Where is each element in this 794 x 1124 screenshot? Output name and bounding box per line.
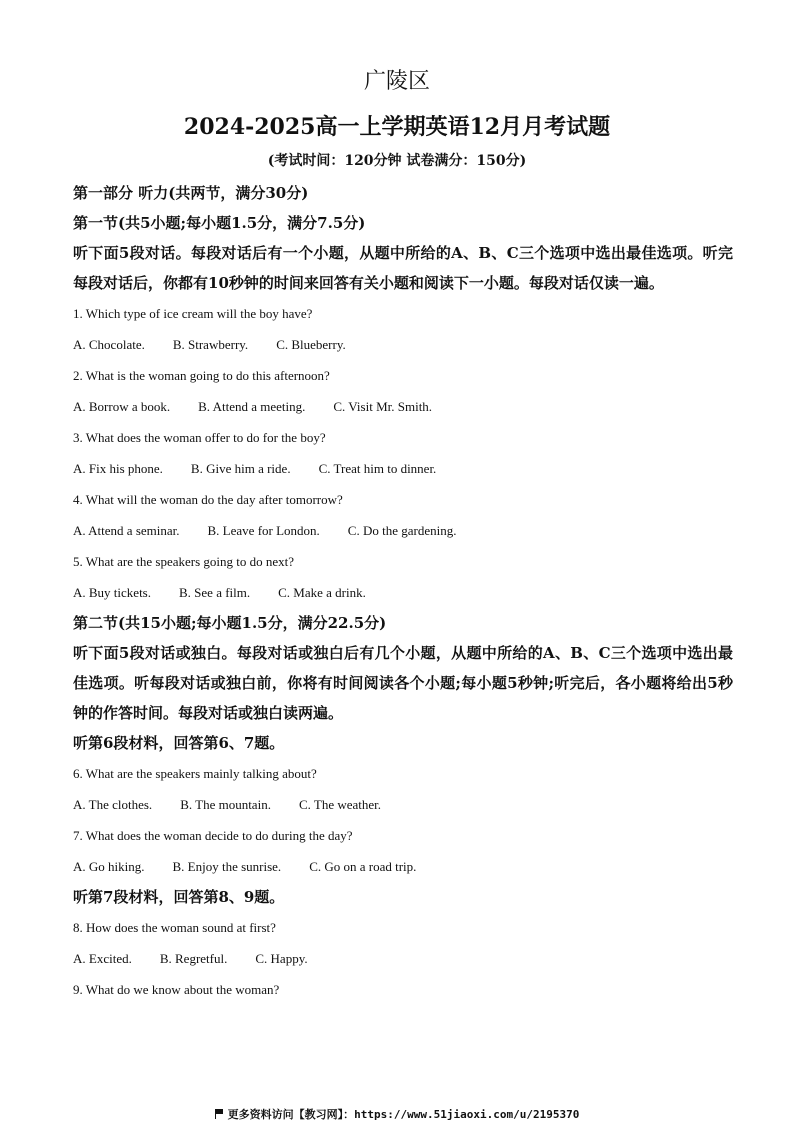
option-b: B. Enjoy the sunrise.	[172, 859, 282, 874]
part1-heading: 第一部分 听力(共两节，满分30分)	[73, 184, 309, 202]
exam-subtitle: (考试时间：120分钟 试卷满分：150分)	[267, 153, 527, 169]
option-b: B. Attend a meeting.	[198, 399, 306, 414]
question-stem: 9. What do we know about the woman?	[73, 982, 280, 997]
flag-icon	[215, 1109, 224, 1119]
option-a: A. Borrow a book.	[73, 399, 171, 414]
exam-title: 2024-2025高一上学期英语12月月考试题	[183, 114, 611, 140]
question-stem: 4. What will the woman do the day after tomorrow?	[73, 492, 343, 507]
question-stem: 7. What does the woman decide to do during the day?	[73, 828, 353, 843]
question-options	[73, 453, 733, 484]
option-a: A. Fix his phone.	[73, 461, 163, 476]
region-title: 广陵区	[363, 69, 430, 94]
option-b: B. Leave for London.	[207, 523, 320, 538]
option-c: C. Blueberry.	[276, 337, 346, 352]
material7-heading: 听第7段材料，回答第8、9题。	[73, 888, 285, 906]
option-a: A. Go hiking.	[73, 859, 145, 874]
option-b: B. See a film.	[179, 585, 251, 600]
option-c: C. Treat him to dinner.	[318, 461, 437, 476]
question-options	[73, 515, 733, 546]
option-c: C. The weather.	[298, 797, 382, 812]
question-options	[73, 943, 733, 974]
question-options	[73, 329, 733, 360]
option-b: B. The mountain.	[180, 797, 271, 812]
section1-instructions: 听下面5段对话。每段对话后有一个小题，从题中所给的A、B、C三个选项中选出最佳选项。听完每段对话后，你都有10秒钟的时间来回答有关小题和阅读下一小题。每段对话仅读一遍。	[73, 244, 733, 292]
question-stem: 5. What are the speakers going to do next?	[73, 554, 295, 569]
question-stem: 2. What is the woman going to do this afternoon?	[73, 368, 330, 383]
question-options	[73, 851, 733, 882]
option-c: C. Happy.	[255, 951, 308, 966]
option-c: C. Visit Mr. Smith.	[333, 399, 433, 414]
question-stem: 3. What does the woman offer to do for the boy?	[73, 430, 326, 445]
option-a: A. The clothes.	[73, 797, 153, 812]
option-a: A. Buy tickets.	[73, 585, 151, 600]
section2-heading: 第二节(共15小题;每小题1.5分，满分22.5分)	[73, 614, 387, 632]
section1-heading: 第一节(共5小题;每小题1.5分，满分7.5分)	[73, 214, 366, 232]
question-stem: 6. What are the speakers mainly talking about?	[73, 766, 317, 781]
option-b: B. Regretful.	[159, 951, 228, 966]
option-a: A. Chocolate.	[73, 337, 145, 352]
question-stem: 1. Which type of ice cream will the boy have?	[73, 306, 313, 321]
footer-text: 更多资料访问【教习网】：https://www.51jiaoxi.com/u/2195370	[227, 1108, 580, 1121]
section2-instructions: 听下面5段对话或独白。每段对话或独白后有几个小题，从题中所给的A、B、C三个选项中选出最佳选项。听每段对话或独白前，你将有时间阅读各个小题;每小题5秒钟;听完后，各小题将给出5秒钟的作答时间。每段对话或独白读两遍。	[73, 644, 733, 722]
option-b: B. Give him a ride.	[190, 461, 291, 476]
exam-content	[73, 178, 733, 1005]
material6-heading: 听第6段材料，回答第6、7题。	[73, 734, 285, 752]
question-options	[73, 789, 733, 820]
option-b: B. Strawberry.	[172, 337, 249, 352]
question-stem: 8. How does the woman sound at first?	[73, 920, 276, 935]
option-c: C. Do the gardening.	[347, 523, 457, 538]
option-c: C. Go on a road trip.	[309, 859, 417, 874]
footer-link[interactable]	[0, 1106, 794, 1122]
option-a: A. Attend a seminar.	[73, 523, 180, 538]
question-options	[73, 577, 733, 608]
question-options	[73, 391, 733, 422]
option-a: A. Excited.	[73, 951, 132, 966]
option-c: C. Make a drink.	[278, 585, 366, 600]
